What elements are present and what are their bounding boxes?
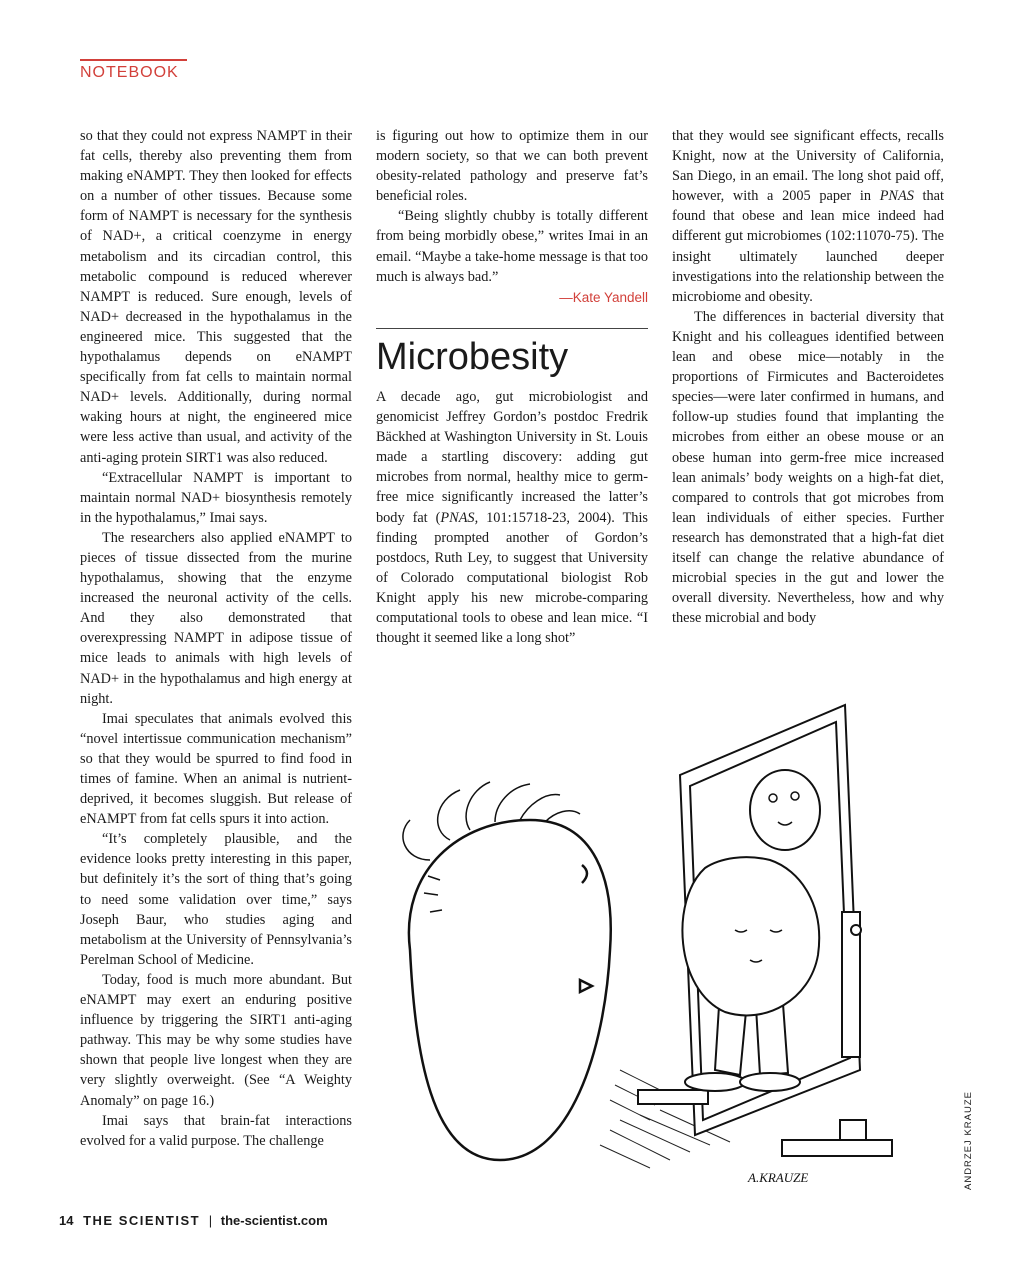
paragraph: is figuring out how to optimize them in our modern society, so that we can both prevent obesity-related pathology and preserve fat’s beneficial roles.: [376, 128, 648, 205]
paragraph: so that they could not express NAMPT in their fat cells, thereby also preventing them from making eNAMPT. They then looked for effects on a number of other tissues. Because some form of NAMPT is necessary for the synthesis of NAD+, a critical coenzyme in energy metabolism and its circadian control, this metabolic compound is reduced wherever NAMPT is reduced. Sure enough, levels of NAD+ decreased in the hypothalamus in the engineered mice. This suggested that the hypothalamus depends on eNAMPT specifically from fat cells to maintain normal NAD+ levels. Additionally, during normal waking hours at night, the engineered mice were less active than usual, and activity of the anti-aging protein SIRT1 was also reduced.: [80, 128, 352, 466]
publication-name: THE SCIENTIST: [83, 1213, 201, 1228]
journal-name: PNAS: [879, 188, 914, 205]
paragraph: Imai says that brain-fat interactions evolved for a valid purpose. The challenge: [80, 1112, 352, 1149]
footer-separator: |: [208, 1213, 213, 1228]
illustration-credit: ANDRZEJ KRAUZE: [963, 1091, 974, 1190]
paragraph: The researchers also applied eNAMPT to pieces of tissue dissected from the murine hypothalamus, showing that the enzyme increased the neuronal activity of the cells. And they also demonstrated that overexpressing NAMPT in adipose tissue of mice leads to animals with high levels of NAD+ in the hypothalamus and high energy at night.: [80, 529, 352, 707]
section-label: NOTEBOOK: [80, 64, 179, 81]
paragraph: A decade ago, gut microbiologist and genomicist Jeffrey Gordon’s postdoc Fredrik Bäckhed at Washington University in St. Louis made a startling discovery: adding gut microbes from normal, healthy mice to germ-free mice significantly increased the latter’s body fat (PNAS, 101:15718-23, 2004). This finding prompted another of Gordon’s postdocs, Ruth Ley, to suggest that University of Colorado computational biologist Rob Knight apply his new microbe-comparing computational tools to obese and lean mice. “I thought it seemed like a long shot”: [376, 389, 648, 647]
page-number: 14: [59, 1213, 74, 1228]
header-rule: [80, 59, 187, 61]
page-footer: [59, 1213, 328, 1228]
website-link[interactable]: the-scientist.com: [220, 1213, 328, 1228]
journal-name: PNAS,: [440, 509, 479, 526]
column-3: [672, 126, 944, 628]
paragraph: The differences in bacterial diversity that Knight and his colleagues identified between lean and obese mice—notably in the proportions of Firmicutes and Bacteroidetes species—were later confirmed in humans, and follow-up studies found that implanting the microbes from either an obese mouse or an obese human into germ-free mice increased lean animals’ body weights on a high-fat diet, compared to controls that got microbes from lean individuals of either species. Further research has demonstrated that a high-fat diet itself can change the relative abundance of microbial species in the gut and lower the overall diversity. Nevertheless, how and why these microbial and body: [672, 308, 944, 627]
cartoon-illustration: [370, 690, 950, 1190]
column-1: [80, 126, 352, 1151]
article-headline: Microbesity: [376, 336, 569, 378]
paragraph: “Being slightly chubby is totally different from being morbidly obese,” writes Imai in an email. “Maybe a take-home message is that too much is always bad.”: [376, 208, 648, 285]
paragraph: Imai speculates that animals evolved this “novel intertissue communication mechanism” so that they would be spurred to find food in times of famine. When an animal is nutrient-deprived, it becomes sluggish. But release of eNAMPT from fat cells spurs it into action.: [80, 710, 352, 828]
paragraph: that they would see significant effects, recalls Knight, now at the University of California, San Diego, in an email. The long shot paid off, however, with a 2005 paper in PNAS that found that obese and lean mice indeed had different gut microbiomes (102:11070-75). The insight ultimately launched deeper investigations into the relationship between the microbiome and obesity.: [672, 128, 944, 305]
article-body: [376, 387, 648, 648]
author-byline: —Kate Yandell: [559, 289, 648, 305]
paragraph: “It’s completely plausible, and the evidence looks pretty interesting in this paper, but definitely it’s the sort of thing that’s going to need some validation over time,” says Joseph Baur, who studies aging and metabolism at the University of Pennsylvania’s Perelman School of Medicine.: [80, 831, 352, 968]
column-2: [376, 126, 648, 308]
artist-signature: A.KRAUZE: [748, 1170, 809, 1185]
section-divider: [376, 328, 648, 329]
paragraph: Today, food is much more abundant. But eNAMPT may exert an enduring positive influence by triggering the SIRT1 anti-aging pathway. This may be why some studies have shown that people live longest when they are very slightly overweight. (See “A Weighty Anomaly” on page 16.): [80, 971, 352, 1109]
egg-creature: [409, 820, 611, 1160]
paragraph: “Extracellular NAMPT is important to maintain normal NAD+ biosynthesis remotely in the hypothalamus,” Imai says.: [80, 469, 352, 526]
